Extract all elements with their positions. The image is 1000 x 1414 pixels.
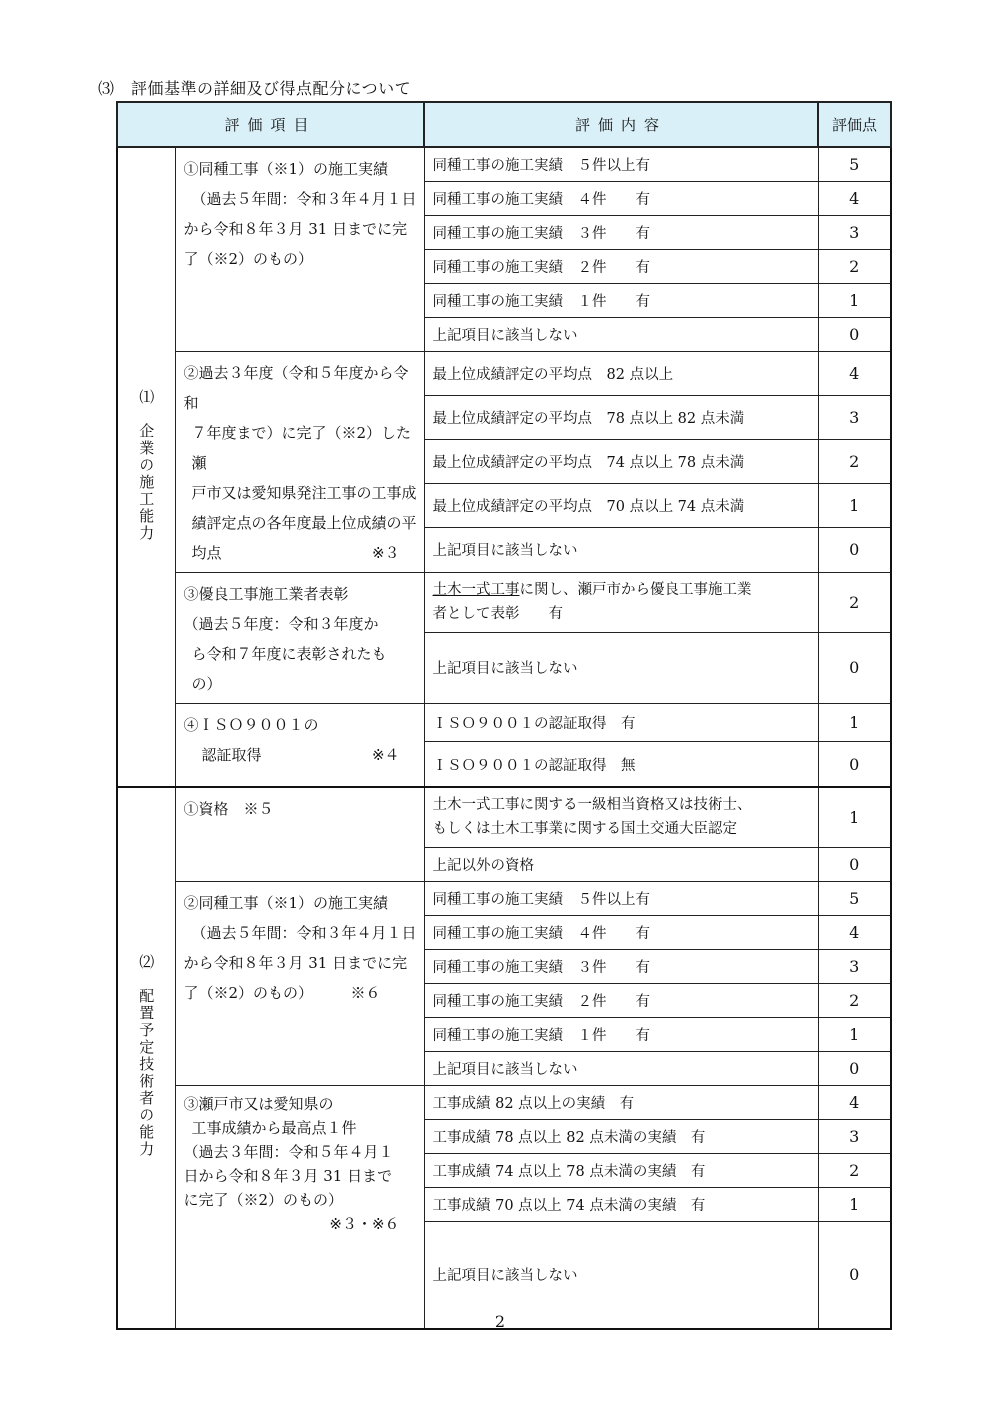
content-text: 土木一式工事に関する一級相当資格又は技術士、 [432, 797, 752, 814]
content-text: 者として表彰 有 [432, 606, 564, 623]
points-cell: 5 [818, 147, 891, 181]
points-cell: 2 [818, 983, 891, 1017]
table-row [117, 572, 891, 633]
section-2-label-cell [117, 787, 175, 1329]
table-row [117, 351, 891, 395]
section-heading: ⑶ 評価基準の詳細及び得点配分について [98, 79, 412, 98]
s1-item-4 [175, 703, 424, 787]
content-cell: 工事成績 70 点以上 74 点未満の実績 有 [424, 1187, 818, 1221]
s1-item-2-line: 均点 [191, 543, 222, 562]
content-cell: 同種工事の施工実績 ２件 有 [424, 249, 818, 283]
content-cell: 最上位成績評定の平均点 70 点以上 74 点未満 [424, 484, 818, 528]
s2-item-3 [175, 1085, 424, 1329]
points-cell: 2 [818, 1153, 891, 1187]
points-cell: 3 [818, 1119, 891, 1153]
points-cell: 3 [818, 215, 891, 249]
content-cell [424, 572, 818, 633]
table-row [117, 1085, 891, 1119]
content-cell: 上記項目に該当しない [424, 633, 818, 703]
page-number: 2 [494, 1312, 506, 1331]
points-cell: 4 [818, 351, 891, 395]
points-cell: 0 [818, 528, 891, 572]
s1-item-3 [175, 572, 424, 703]
s1-item-2 [175, 351, 424, 572]
section-1-label: ⑴ 企業の施工能力 [137, 388, 156, 542]
content-cell: 同種工事の施工実績 １件 有 [424, 1017, 818, 1051]
s2-item-3-note: ※３・※６ [329, 1214, 400, 1233]
points-cell: 2 [818, 249, 891, 283]
s2-item-2-line: （過去５年間：令和３年４月１日 [191, 923, 417, 942]
s1-item-1-line: （過去５年間：令和３年４月１日 [191, 190, 417, 208]
s2-item-2-title: ②同種工事（※1）の施工実績 [183, 893, 389, 912]
s2-item-3-title: ③瀬戸市又は愛知県の [183, 1094, 334, 1113]
s1-item-4-line-wrap [184, 740, 418, 770]
header-item: 評価項目 [117, 102, 424, 147]
s1-item-4-line: 認証取得 [201, 745, 262, 764]
content-cell: 同種工事の施工実績 １件 有 [424, 283, 818, 317]
s1-item-2-line: 績評定点の各年度最上位成績の平 [191, 513, 417, 532]
points-cell: 2 [818, 572, 891, 633]
s1-item-3-line: ら令和７年度に表彰されたも [191, 644, 387, 663]
table-row [117, 703, 891, 741]
points-cell: 0 [818, 847, 891, 881]
s1-item-4-note: ※４ [371, 745, 400, 764]
points-cell: 4 [818, 181, 891, 215]
points-cell: 1 [818, 1017, 891, 1051]
s2-item-3-line: （過去３年間：令和５年４月１ [183, 1142, 394, 1161]
points-cell: 1 [818, 283, 891, 317]
content-cell: 最上位成績評定の平均点 74 点以上 78 点未満 [424, 439, 818, 483]
content-cell: 同種工事の施工実績 ５件以上有 [424, 147, 818, 181]
content-underlined-text: 土木一式工事 [432, 582, 520, 599]
points-cell: 1 [818, 1187, 891, 1221]
s2-item-3-line: 工事成績から最高点１件 [191, 1118, 357, 1137]
content-text: もしくは土木工事業に関する国土交通大臣認定 [432, 821, 738, 838]
header-points: 評価点 [818, 102, 891, 147]
content-cell: 上記項目に該当しない [424, 317, 818, 351]
content-cell: 工事成績 74 点以上 78 点未満の実績 有 [424, 1153, 818, 1187]
s1-item-4-title: ④ＩＳＯ９００１の [183, 715, 319, 734]
s1-item-3-line: の） [191, 674, 222, 693]
points-cell: 0 [818, 1221, 891, 1329]
points-cell: 4 [818, 1085, 891, 1119]
s2-item-3-line: 日から令和８年３月 31 日まで [183, 1166, 393, 1185]
header-content: 評価内容 [424, 102, 818, 147]
content-cell: ＩＳＯ９００１の認証取得 無 [424, 741, 818, 787]
s2-item-2-line: から令和８年３月 31 日までに完 [183, 953, 408, 972]
s2-item-3-line: に完了（※2）のもの） [183, 1190, 344, 1209]
content-cell: 上記項目に該当しない [424, 1051, 818, 1085]
points-cell: 0 [818, 633, 891, 703]
content-cell: 同種工事の施工実績 ３件 有 [424, 949, 818, 983]
content-cell: 同種工事の施工実績 ３件 有 [424, 215, 818, 249]
content-cell: 同種工事の施工実績 ２件 有 [424, 983, 818, 1017]
points-cell: 0 [818, 317, 891, 351]
content-cell [424, 787, 818, 847]
evaluation-criteria-table [116, 101, 892, 1330]
s2-item-2-line: 了（※2）のもの） ※６ [183, 983, 381, 1002]
points-cell: 0 [818, 741, 891, 787]
content-cell: 同種工事の施工実績 ４件 有 [424, 181, 818, 215]
table-row [117, 147, 891, 181]
points-cell: 1 [818, 484, 891, 528]
evaluation-table-wrapper [116, 101, 890, 1285]
content-cell: 同種工事の施工実績 ５件以上有 [424, 881, 818, 915]
s1-item-1-line: 了（※2）のもの） [183, 250, 314, 268]
points-cell: 2 [818, 439, 891, 483]
points-cell: 4 [818, 915, 891, 949]
content-cell: 最上位成績評定の平均点 82 点以上 [424, 351, 818, 395]
points-cell: 3 [818, 949, 891, 983]
s1-item-1 [175, 147, 424, 351]
table-row [117, 881, 891, 915]
s2-item-1-title: ①資格 ※５ [183, 800, 274, 818]
points-cell: 0 [818, 1051, 891, 1085]
content-cell: 上記項目に該当しない [424, 1221, 818, 1329]
s2-item-1 [175, 787, 424, 881]
s1-item-2-line: 戸市又は愛知県発注工事の工事成 [191, 483, 417, 502]
content-cell: 上記項目に該当しない [424, 528, 818, 572]
s2-item-2 [175, 881, 424, 1085]
table-header-row [117, 102, 891, 147]
content-text: に関し、瀬戸市から優良工事施工業 [519, 582, 752, 599]
section-1-label-cell [117, 147, 175, 787]
section-2-label: ⑵ 配置予定技術者の能力 [137, 954, 156, 1158]
content-cell: ＩＳＯ９００１の認証取得 有 [424, 703, 818, 741]
points-cell: 1 [818, 787, 891, 847]
s1-item-1-title: ①同種工事（※1）の施工実績 [183, 160, 389, 178]
s1-item-2-title: ②過去３年度（令和５年度から令和 [183, 363, 409, 412]
table-row [117, 787, 891, 847]
s1-item-3-title: ③優良工事施工業者表彰 [183, 584, 349, 603]
content-cell: 工事成績 82 点以上の実績 有 [424, 1085, 818, 1119]
s1-item-1-line: から令和８年３月 31 日までに完 [183, 220, 408, 238]
points-cell: 3 [818, 395, 891, 439]
content-cell: 最上位成績評定の平均点 78 点以上 82 点未満 [424, 395, 818, 439]
points-cell: 1 [818, 703, 891, 741]
content-cell: 同種工事の施工実績 ４件 有 [424, 915, 818, 949]
content-cell: 工事成績 78 点以上 82 点未満の実績 有 [424, 1119, 818, 1153]
points-cell: 5 [818, 881, 891, 915]
s1-item-2-last-line [184, 538, 418, 568]
s1-item-2-note: ※３ [371, 543, 400, 562]
content-cell: 上記以外の資格 [424, 847, 818, 881]
s1-item-2-line: ７年度まで）に完了（※2）した瀬 [191, 423, 412, 472]
s1-item-3-line: （過去５年度：令和３年度か [183, 614, 379, 633]
